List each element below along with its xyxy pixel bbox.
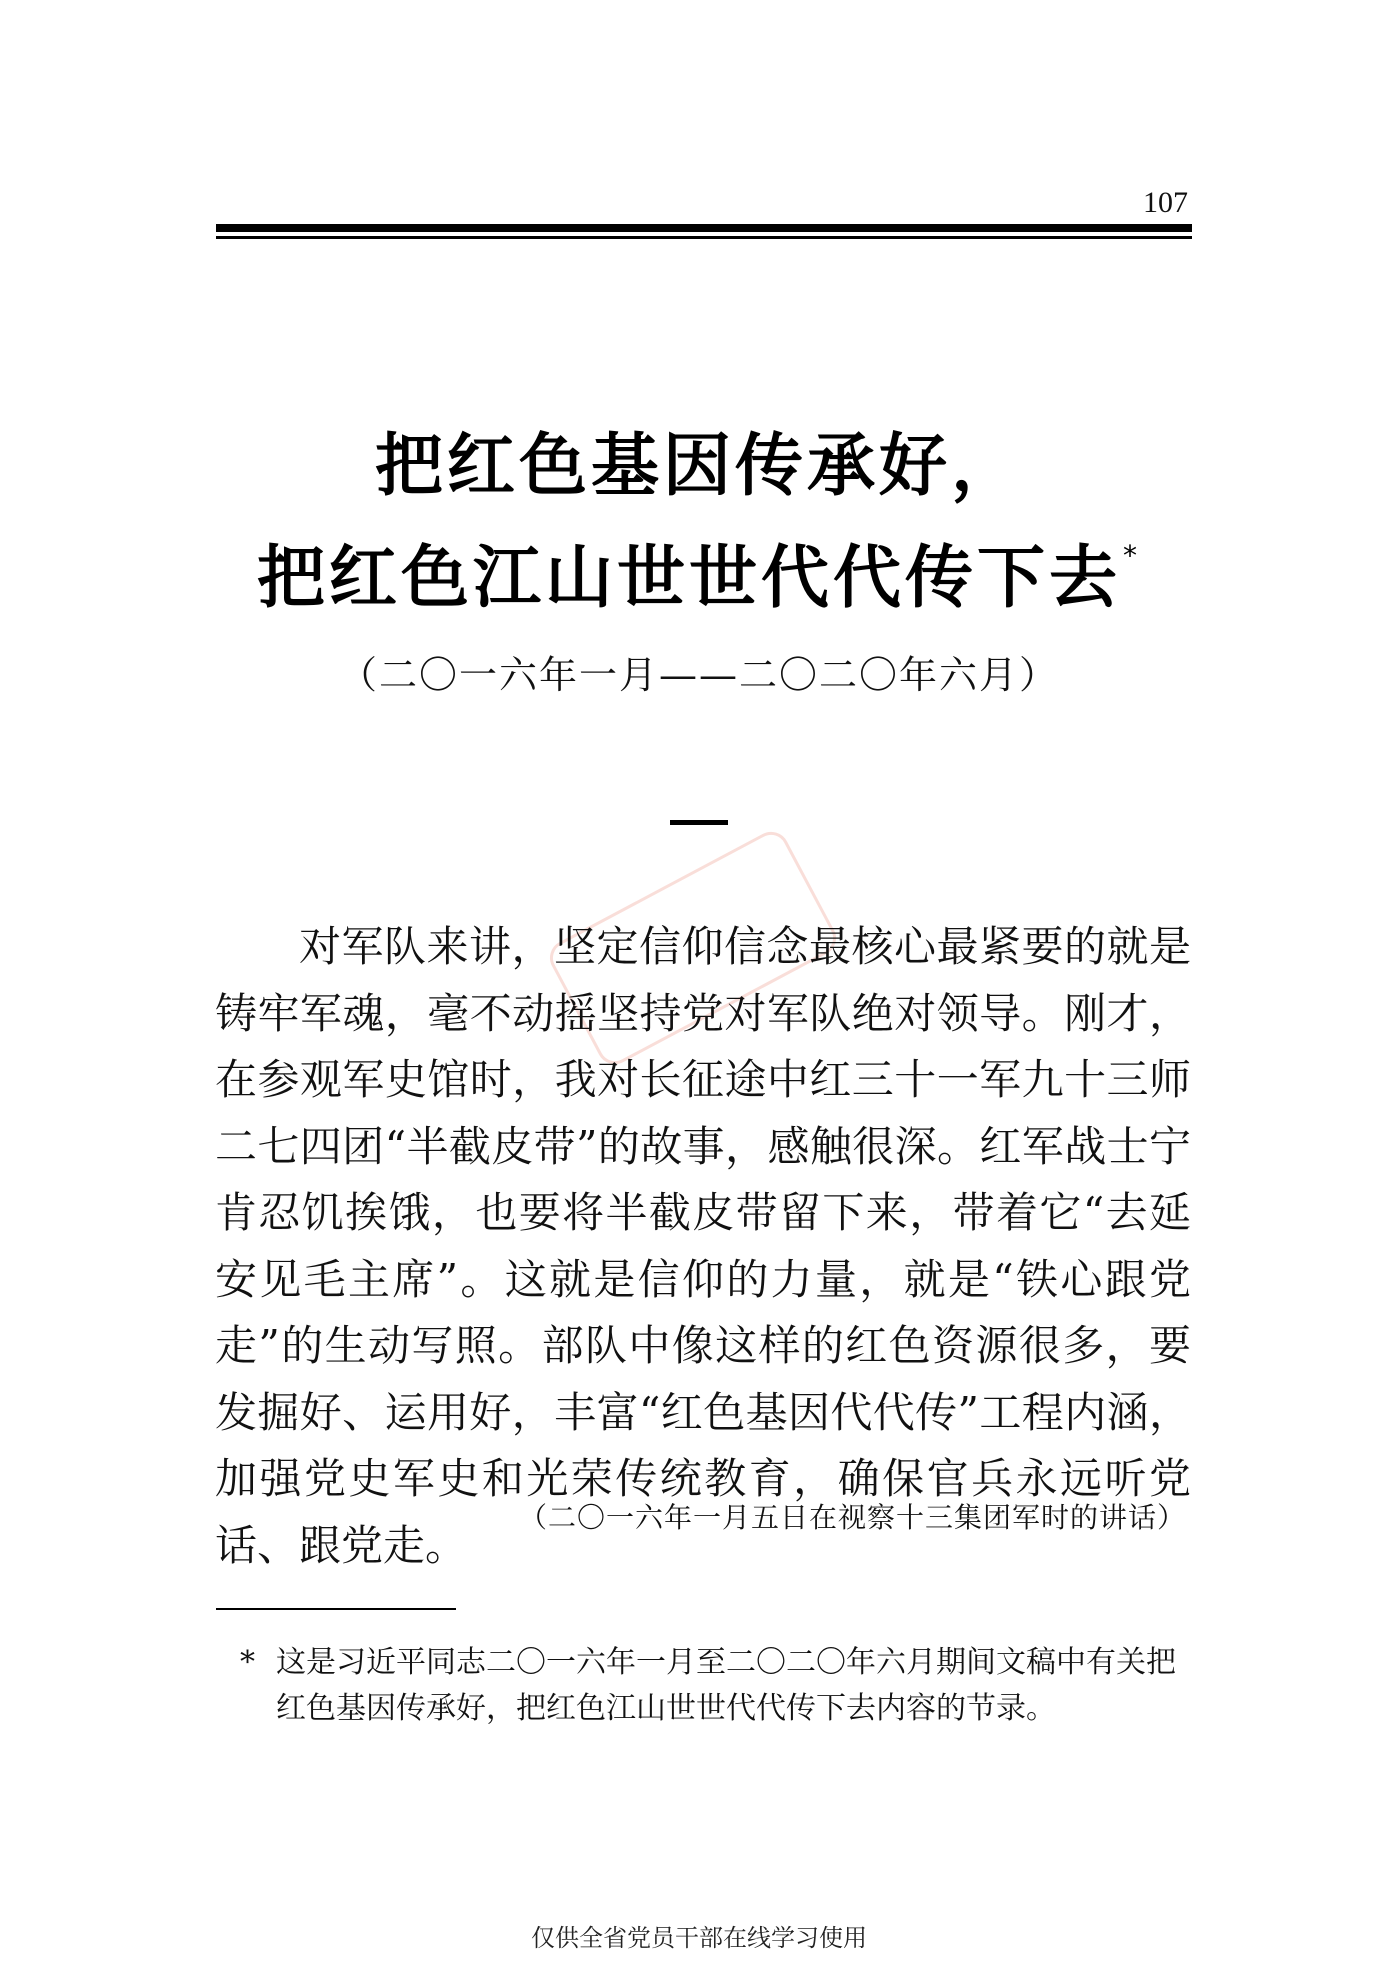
- footnote-text: 这是习近平同志二〇一六年一月至二〇二〇年六月期间文稿中有关把红色基因传承好，把红色江山世世代代传下去内容的节录。: [276, 1645, 1176, 1726]
- title-line-2: [0, 524, 1398, 621]
- footnote-marker: *: [240, 1645, 255, 1680]
- title-footnote-marker: *: [1123, 539, 1141, 572]
- page-number: 107: [1143, 186, 1188, 219]
- header-rule-thin: [216, 236, 1192, 239]
- header-rule-thick: [216, 224, 1192, 232]
- footer-notice: 仅供全省党员干部在线学习使用: [531, 1924, 867, 1952]
- title-line-2-text: 把红色江山世世代代传下去: [256, 539, 1121, 618]
- footnote: [240, 1640, 1192, 1732]
- footnote-rule: [216, 1608, 456, 1610]
- title-line-1: 把红色基因传承好，: [374, 427, 1023, 506]
- body-paragraph: 对军队来讲，坚定信仰信念最核心最紧要的就是铸牢军魂，毫不动摇坚持党对军队绝对领导。刚才，在参观军史馆时，我对长征途中红三十一军九十三师二七四团“半截皮带”的故事，感触很深。红军战士宁肯忍饥挨饿，也要将半截皮带留下来，带着它“去延安见毛主席”。这就是信仰的力量，就是“铁心跟党走”的生动写照。部队中像这样的红色资源很多，要发掘好、运用好，丰富“红色基因代代传”工程内涵，加强党史军史和光荣传统教育，确保官兵永远听党话、跟党走。: [215, 922, 1191, 1570]
- section-numeral: [670, 820, 728, 825]
- source-note: （二〇一六年一月五日在视察十三集团军时的讲话）: [518, 1501, 1186, 1534]
- date-range: （二〇一六年一月——二〇二〇年六月）: [338, 653, 1059, 697]
